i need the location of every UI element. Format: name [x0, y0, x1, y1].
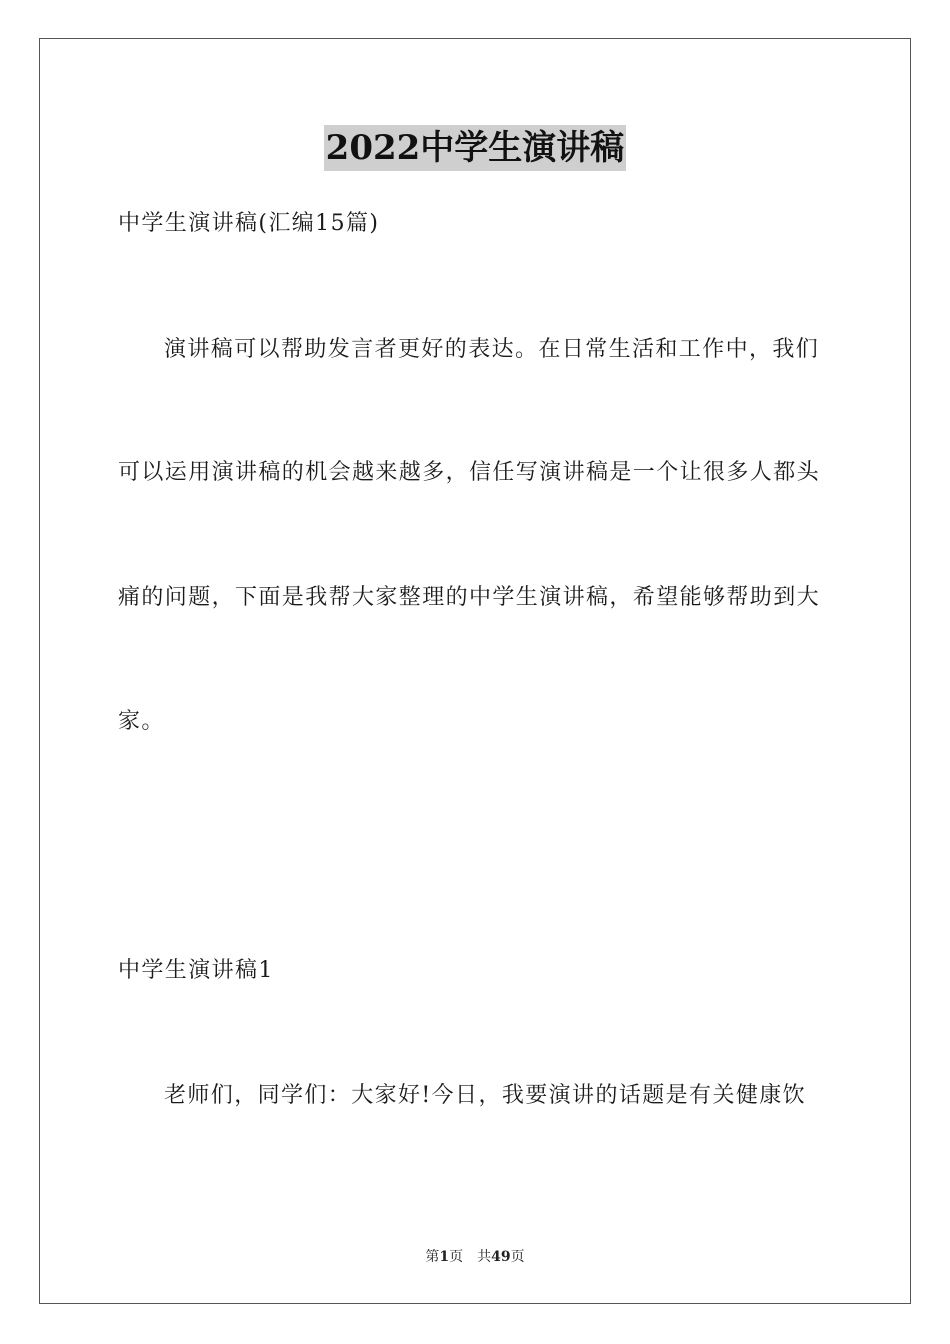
footer-page-number: 1: [439, 1249, 450, 1265]
document-subtitle: 中学生演讲稿(汇编15篇): [118, 211, 380, 236]
footer-total-suffix: 页: [510, 1249, 525, 1265]
section-first-line: 老师们，同学们：大家好!今日，我要演讲的话题是有关健康饮: [164, 1083, 807, 1108]
title-container: [0, 125, 950, 171]
footer-total-prefix: 共: [477, 1249, 492, 1265]
intro-line-3: 痛的问题，下面是我帮大家整理的中学生演讲稿，希望能够帮助到大: [118, 585, 821, 610]
footer-page-prefix: 第: [425, 1249, 440, 1265]
footer-page-suffix: 页: [449, 1249, 464, 1265]
intro-line-4: 家。: [118, 709, 165, 734]
page-footer: [0, 1247, 950, 1267]
intro-line-2: 可以运用演讲稿的机会越来越多，信任写演讲稿是一个让很多人都头: [118, 460, 821, 485]
document-title: 2022中学生演讲稿: [324, 125, 627, 171]
footer-total-pages: 49: [491, 1249, 511, 1265]
intro-line-1: 演讲稿可以帮助发言者更好的表达。在日常生活和工作中，我们: [164, 337, 820, 362]
section-heading: 中学生演讲稿1: [118, 958, 274, 983]
